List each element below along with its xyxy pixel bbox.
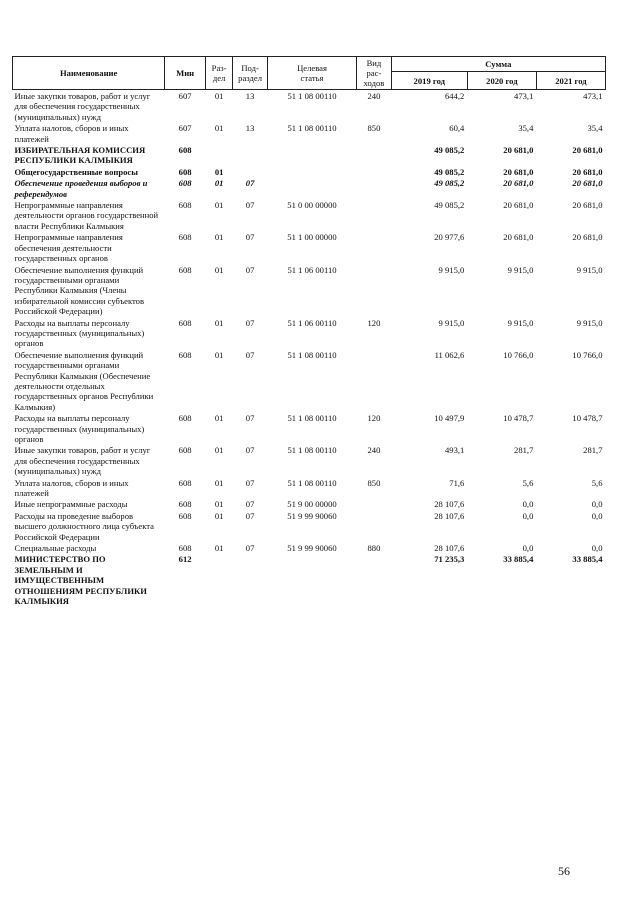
- cell-2021: 5,6: [591, 477, 603, 488]
- cell-2021: 35,4: [587, 123, 603, 134]
- cell-min: 608: [178, 232, 192, 243]
- cell-min: 608: [178, 510, 192, 521]
- cell-celevaya: 51 1 08 00110: [287, 445, 337, 456]
- cell-min: 608: [178, 166, 192, 177]
- cell-razdel: 01: [214, 413, 224, 424]
- cell-celevaya: 51 9 99 90060: [287, 543, 337, 554]
- cell-podrazdel: 07: [245, 543, 255, 554]
- cell-2021: 20 681,0: [572, 200, 603, 211]
- cell-2020: 5,6: [522, 477, 534, 488]
- cell-2021: 20 681,0: [572, 166, 603, 177]
- cell-2020: 20 681,0: [503, 200, 534, 211]
- header-year-2020: 2020 год: [467, 72, 536, 90]
- cell-min: 612: [178, 554, 192, 565]
- cell-2020: 0,0: [522, 543, 534, 554]
- cell-vid: 120: [367, 317, 381, 328]
- cell-name: Непрограммные направления деятельности органов государственной власти Республики Калмыкия: [14, 200, 159, 231]
- cell-podrazdel: 07: [245, 499, 255, 510]
- header-year-2019: 2019 год: [391, 72, 467, 90]
- cell-2020: 20 681,0: [503, 232, 534, 243]
- cell-celevaya: 51 1 08 00110: [287, 477, 337, 488]
- cell-celevaya: 51 1 08 00110: [287, 413, 337, 424]
- cell-min: 608: [178, 317, 192, 328]
- cell-2021: 9 915,0: [576, 264, 603, 275]
- cell-min: 607: [178, 91, 192, 101]
- cell-min: 608: [178, 178, 192, 189]
- header-podrazdel: Под- раздел: [233, 57, 268, 90]
- cell-2021: 0,0: [591, 543, 603, 554]
- cell-vid: 120: [367, 413, 381, 424]
- cell-2020: 281,7: [514, 445, 534, 456]
- cell-2019: 11 062,6: [434, 349, 465, 360]
- table-row: [13, 349, 606, 412]
- cell-vid: [357, 166, 392, 177]
- cell-2019: 49 085,2: [434, 178, 465, 189]
- table-row: [13, 317, 606, 349]
- cell-2019: 49 085,2: [434, 166, 465, 177]
- cell-name: Обеспечение выполнения функций государственными органами Республики Калмыкия (Члены избирательной комиссии субъектов Российской Федерации): [14, 264, 145, 317]
- page-number: 56: [558, 864, 570, 878]
- cell-2021: 10 766,0: [572, 349, 603, 360]
- cell-2019: 10 497,9: [434, 413, 465, 424]
- cell-name: Уплата налогов, сборов и иных платежей: [14, 123, 129, 144]
- cell-razdel: 01: [214, 499, 224, 510]
- cell-2020: 473,1: [514, 91, 534, 101]
- cell-razdel: 01: [214, 477, 224, 488]
- cell-razdel: 01: [214, 166, 224, 177]
- header-year-2021: 2021 год: [536, 72, 605, 90]
- cell-2021: 281,7: [583, 445, 603, 456]
- table-row: [13, 166, 606, 177]
- cell-celevaya: [267, 166, 356, 177]
- cell-vid: [357, 177, 392, 199]
- cell-2019: 49 085,2: [434, 145, 465, 156]
- cell-vid: [357, 264, 392, 317]
- cell-vid: 850: [367, 123, 381, 134]
- table-row: [13, 177, 606, 199]
- cell-podrazdel: 07: [245, 510, 255, 521]
- cell-min: 608: [178, 200, 192, 211]
- table-row: [13, 444, 606, 476]
- cell-razdel: [205, 144, 232, 166]
- cell-name: Расходы на выплаты персоналу государственных (муниципальных) органов: [14, 317, 145, 349]
- cell-2021: 0,0: [591, 510, 603, 521]
- table-row: [13, 553, 606, 606]
- cell-celevaya: [267, 553, 356, 606]
- cell-vid: [357, 553, 392, 606]
- cell-min: 608: [178, 413, 192, 424]
- cell-name: ИЗБИРАТЕЛЬНАЯ КОМИССИЯ РЕСПУБЛИКИ КАЛМЫКИЯ: [14, 145, 146, 166]
- cell-min: 607: [178, 123, 192, 134]
- cell-podrazdel: 07: [245, 232, 255, 243]
- cell-podrazdel: 07: [245, 413, 255, 424]
- cell-vid: 240: [367, 91, 381, 101]
- cell-celevaya: 51 1 06 00110: [287, 264, 337, 275]
- table-header: [13, 57, 606, 90]
- cell-vid: 240: [367, 445, 381, 456]
- cell-podrazdel: 07: [245, 264, 255, 275]
- cell-2019: 28 107,6: [434, 499, 465, 510]
- cell-celevaya: 51 0 00 00000: [287, 200, 337, 211]
- cell-2020: 9 915,0: [507, 264, 534, 275]
- cell-2019: 9 915,0: [438, 264, 465, 275]
- cell-2020: 20 681,0: [503, 178, 534, 189]
- cell-2020: 33 885,4: [503, 554, 534, 565]
- cell-2021: 20 681,0: [572, 178, 603, 189]
- table-row: [13, 264, 606, 317]
- cell-celevaya: 51 1 08 00110: [287, 349, 337, 360]
- cell-min: 608: [178, 349, 192, 360]
- cell-2019: 20 977,6: [434, 232, 465, 243]
- cell-min: 608: [178, 145, 192, 156]
- cell-vid: [357, 231, 392, 263]
- cell-podrazdel: 13: [245, 123, 255, 134]
- cell-razdel: 01: [214, 510, 224, 521]
- table-row: [13, 412, 606, 444]
- cell-podrazdel: 07: [245, 477, 255, 488]
- cell-2019: 28 107,6: [434, 543, 465, 554]
- cell-2021: 20 681,0: [572, 232, 603, 243]
- cell-2021: 33 885,4: [572, 554, 603, 565]
- cell-podrazdel: 07: [245, 178, 255, 189]
- table-body: [13, 90, 606, 607]
- cell-2019: 71 235,3: [434, 554, 465, 565]
- cell-2020: 35,4: [518, 123, 534, 134]
- cell-min: 608: [178, 543, 192, 554]
- table-row: [13, 477, 606, 499]
- cell-vid: 880: [367, 543, 381, 554]
- cell-2020: 20 681,0: [503, 166, 534, 177]
- cell-min: 608: [178, 445, 192, 456]
- cell-name: Иные закупки товаров, работ и услуг для обеспечения государственных (муниципальных) нужд: [14, 445, 151, 477]
- cell-2019: 49 085,2: [434, 200, 465, 211]
- table-row: [13, 510, 606, 542]
- cell-name: Расходы на проведение выборов высшего должностного лица субъекта Российской Федерации: [14, 510, 154, 542]
- cell-name: Специальные расходы: [14, 543, 97, 554]
- cell-podrazdel: 07: [245, 445, 255, 456]
- header-vid: Вид рас- ходов: [357, 57, 392, 90]
- cell-2021: 0,0: [591, 499, 603, 510]
- cell-podrazdel: [233, 166, 268, 177]
- table-row: [13, 231, 606, 263]
- cell-vid: [357, 498, 392, 509]
- cell-2019: 493,1: [444, 445, 465, 456]
- cell-podrazdel: [233, 144, 268, 166]
- cell-podrazdel: 13: [245, 91, 255, 101]
- cell-vid: [357, 349, 392, 412]
- cell-2019: 644,2: [444, 91, 465, 101]
- cell-razdel: 01: [214, 123, 224, 134]
- table-row: [13, 90, 606, 123]
- cell-vid: [357, 510, 392, 542]
- cell-vid: [357, 199, 392, 231]
- cell-celevaya: 51 1 00 00000: [287, 232, 337, 243]
- cell-2021: 473,1: [583, 91, 603, 101]
- cell-podrazdel: 07: [245, 349, 255, 360]
- header-razdel: Раз- дел: [205, 57, 232, 90]
- cell-2019: 60,4: [449, 123, 465, 134]
- cell-razdel: 01: [214, 178, 224, 189]
- cell-name: Обеспечение выполнения функций государственными органами Республики Калмыкия (Обеспечение деятельности отдельных государственных органов Республики Калмыкия): [14, 349, 154, 412]
- table-row: [13, 199, 606, 231]
- cell-celevaya: [267, 144, 356, 166]
- cell-2019: 71,6: [449, 477, 465, 488]
- cell-2020: 20 681,0: [503, 145, 534, 156]
- cell-celevaya: [267, 177, 356, 199]
- cell-razdel: 01: [214, 445, 224, 456]
- cell-vid: [357, 144, 392, 166]
- cell-razdel: 01: [214, 317, 224, 328]
- table-row: [13, 122, 606, 144]
- cell-celevaya: 51 1 08 00110: [287, 123, 337, 134]
- cell-name: Расходы на выплаты персоналу государственных (муниципальных) органов: [14, 413, 145, 444]
- cell-min: 608: [178, 477, 192, 488]
- cell-min: 608: [178, 264, 192, 275]
- cell-vid: 850: [367, 477, 381, 488]
- cell-2020: 0,0: [522, 499, 534, 510]
- cell-name: Непрограммные направления обеспечения деятельности государственных органов: [14, 232, 123, 264]
- cell-name: Иные непрограммные расходы: [14, 499, 128, 510]
- cell-name: МИНИСТЕРСТВО ПО ЗЕМЕЛЬНЫМ И ИМУЩЕСТВЕННЫМ ОТНОШЕНИЯМ РЕСПУБЛИКИ КАЛМЫКИЯ: [14, 554, 147, 607]
- cell-celevaya: 51 9 00 00000: [287, 499, 337, 510]
- cell-razdel: 01: [214, 543, 224, 554]
- header-name: Наименование: [13, 57, 165, 90]
- cell-celevaya: 51 1 06 00110: [287, 317, 337, 328]
- cell-name: Иные закупки товаров, работ и услуг для обеспечения государственных (муниципальных) нужд: [14, 91, 151, 122]
- cell-2021: 20 681,0: [572, 145, 603, 156]
- cell-2020: 9 915,0: [507, 317, 534, 328]
- cell-2020: 10 478,7: [503, 413, 534, 424]
- cell-razdel: [205, 553, 232, 606]
- cell-2019: 9 915,0: [438, 317, 465, 328]
- cell-podrazdel: 07: [245, 317, 255, 328]
- cell-2021: 9 915,0: [576, 317, 603, 328]
- table-row: [13, 144, 606, 166]
- header-min: Мин: [165, 57, 206, 90]
- cell-razdel: 01: [214, 200, 224, 211]
- cell-celevaya: 51 1 08 00110: [287, 91, 337, 101]
- header-summa: Сумма: [391, 57, 605, 72]
- cell-podrazdel: 07: [245, 200, 255, 211]
- cell-celevaya: 51 9 99 90060: [287, 510, 337, 521]
- cell-2020: 0,0: [522, 510, 534, 521]
- cell-2020: 10 766,0: [503, 349, 534, 360]
- cell-min: 608: [178, 499, 192, 510]
- cell-razdel: 01: [214, 232, 224, 243]
- cell-name: Общегосударственные вопросы: [14, 166, 138, 177]
- header-celevaya: Целевая статья: [267, 57, 356, 90]
- cell-name: Обеспечение проведения выборов и референдумов: [14, 178, 148, 199]
- cell-2021: 10 478,7: [572, 413, 603, 424]
- cell-razdel: 01: [214, 264, 224, 275]
- cell-2019: 28 107,6: [434, 510, 465, 521]
- budget-table: [12, 56, 606, 607]
- table-row: [13, 498, 606, 509]
- table-row: [13, 542, 606, 553]
- cell-name: Уплата налогов, сборов и иных платежей: [14, 477, 129, 499]
- cell-razdel: 01: [214, 349, 224, 360]
- cell-razdel: 01: [214, 91, 224, 101]
- cell-podrazdel: [233, 553, 268, 606]
